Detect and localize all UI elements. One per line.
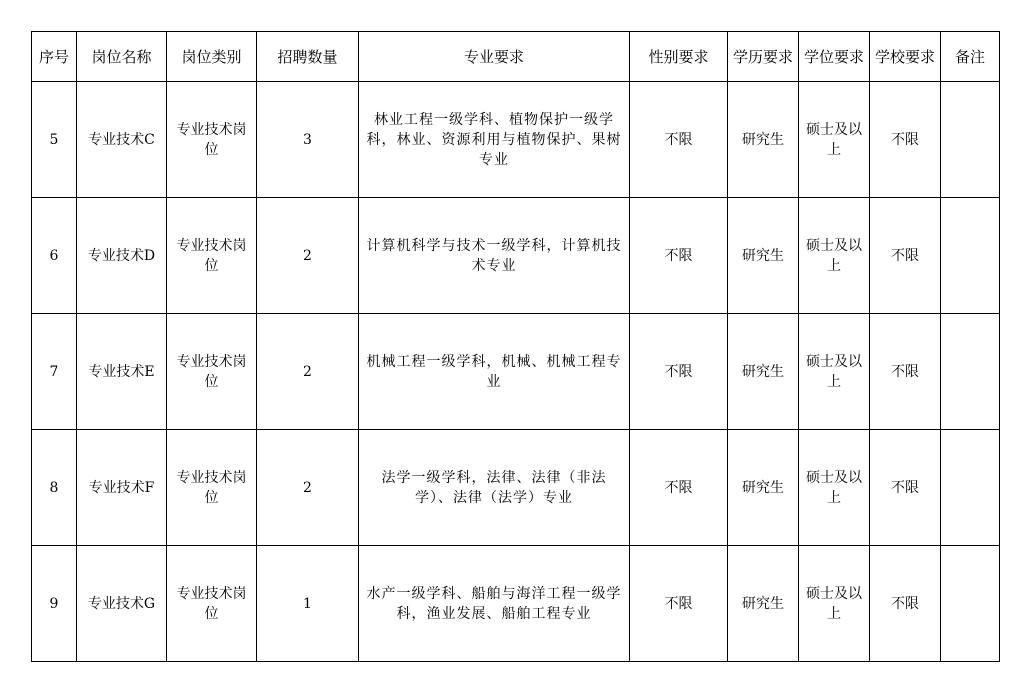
- cell-position-name: 专业技术D: [77, 198, 167, 314]
- cell-note: [941, 430, 1000, 546]
- cell-position-name: 专业技术G: [77, 546, 167, 662]
- cell-position-name: 专业技术F: [77, 430, 167, 546]
- table-row: [32, 314, 1000, 430]
- cell-note: [941, 314, 1000, 430]
- cell-degree: 硕士及以上: [799, 82, 870, 198]
- header-gender: 性别要求: [630, 32, 728, 82]
- table-row: [32, 430, 1000, 546]
- header-position-name: 岗位名称: [77, 32, 167, 82]
- cell-degree: 硕士及以上: [799, 198, 870, 314]
- cell-note: [941, 198, 1000, 314]
- cell-gender: 不限: [630, 314, 728, 430]
- cell-education: 研究生: [728, 82, 799, 198]
- cell-no: 6: [32, 198, 77, 314]
- cell-count: 2: [257, 314, 359, 430]
- cell-degree: 硕士及以上: [799, 314, 870, 430]
- cell-count: 3: [257, 82, 359, 198]
- cell-position-category: 专业技术岗位: [167, 82, 257, 198]
- cell-gender: 不限: [630, 546, 728, 662]
- header-note: 备注: [941, 32, 1000, 82]
- cell-school: 不限: [870, 198, 941, 314]
- cell-count: 2: [257, 430, 359, 546]
- cell-count: 2: [257, 198, 359, 314]
- header-no: 序号: [32, 32, 77, 82]
- cell-position-category: 专业技术岗位: [167, 430, 257, 546]
- cell-major: 水产一级学科、船舶与海洋工程一级学科，渔业发展、船舶工程专业: [359, 546, 630, 662]
- cell-position-category: 专业技术岗位: [167, 546, 257, 662]
- cell-gender: 不限: [630, 82, 728, 198]
- cell-count: 1: [257, 546, 359, 662]
- cell-major: 法学一级学科，法律、法律（非法学）、法律（法学）专业: [359, 430, 630, 546]
- table-row: [32, 198, 1000, 314]
- cell-education: 研究生: [728, 198, 799, 314]
- cell-major: 机械工程一级学科，机械、机械工程专业: [359, 314, 630, 430]
- header-count: 招聘数量: [257, 32, 359, 82]
- cell-school: 不限: [870, 430, 941, 546]
- cell-position-name: 专业技术E: [77, 314, 167, 430]
- cell-education: 研究生: [728, 546, 799, 662]
- table-row: [32, 82, 1000, 198]
- table-row: [32, 546, 1000, 662]
- cell-education: 研究生: [728, 314, 799, 430]
- cell-major: 林业工程一级学科、植物保护一级学科，林业、资源利用与植物保护、果树专业: [359, 82, 630, 198]
- cell-no: 5: [32, 82, 77, 198]
- header-school: 学校要求: [870, 32, 941, 82]
- cell-degree: 硕士及以上: [799, 430, 870, 546]
- cell-school: 不限: [870, 82, 941, 198]
- cell-gender: 不限: [630, 430, 728, 546]
- header-education: 学历要求: [728, 32, 799, 82]
- cell-school: 不限: [870, 314, 941, 430]
- cell-position-name: 专业技术C: [77, 82, 167, 198]
- cell-degree: 硕士及以上: [799, 546, 870, 662]
- header-major: 专业要求: [359, 32, 630, 82]
- cell-gender: 不限: [630, 198, 728, 314]
- cell-position-category: 专业技术岗位: [167, 314, 257, 430]
- cell-position-category: 专业技术岗位: [167, 198, 257, 314]
- cell-major: 计算机科学与技术一级学科，计算机技术专业: [359, 198, 630, 314]
- cell-no: 8: [32, 430, 77, 546]
- cell-school: 不限: [870, 546, 941, 662]
- header-position-category: 岗位类别: [167, 32, 257, 82]
- cell-note: [941, 82, 1000, 198]
- cell-no: 7: [32, 314, 77, 430]
- header-row: [32, 32, 1000, 82]
- cell-education: 研究生: [728, 430, 799, 546]
- recruitment-table: [31, 31, 1000, 662]
- cell-no: 9: [32, 546, 77, 662]
- header-degree: 学位要求: [799, 32, 870, 82]
- cell-note: [941, 546, 1000, 662]
